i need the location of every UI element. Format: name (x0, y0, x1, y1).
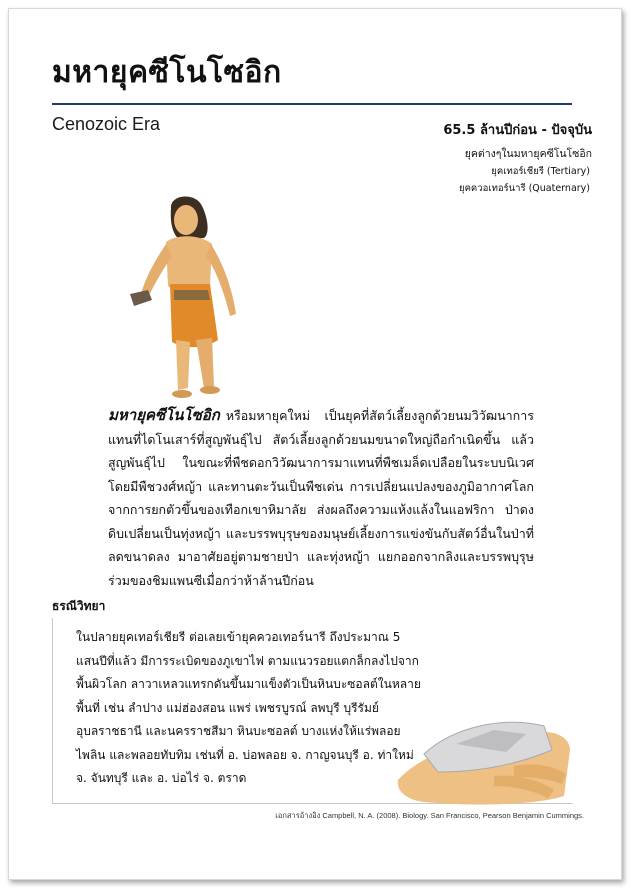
early-human-illustration (118, 190, 253, 405)
intro-paragraph (108, 404, 534, 592)
subdivision-list (459, 146, 592, 197)
hand-holding-stone-tool-illustration (394, 710, 576, 810)
page-title: มหายุคซีโนโซอิก (52, 55, 282, 90)
intro-body: หรือมหายุคใหม่ เป็นยุคที่สัตว์เลี้ยงลูกด้วยนมวิวัฒนาการแทนที่ไดโนเสาร์ที่สูญพันธุ์ไป สัตว์เลี้ยงลูกด้วยนมขนาดใหญ่ถือกำเนิดขึ้น แล้วสูญพันธุ์ไป ในขณะที่พืชดอกวิวัฒนาการมาแทนที่พืชเมล็ดเปลือยในระบบนิเวศ โดยมีพืชวงศ์หญ้า และทานตะวันเป็นพืชเด่น การเปลี่ยนแปลงของภูมิอากาศโลก จากการยกตัวขึ้นของเทือกเขาหิมาลัย ส่งผลถึงความแห้งแล้งในแอฟริกา ป่าดงดิบเปลี่ยนเป็นทุ่งหญ้า และบรรพบุรุษของมนุษย์เลี้ยงการแข่งขันกับสัตว์อื่นในป่าที่ลดขนาดลง มาอาศัยอยู่ตามชายป่า และทุ่งหญ้า แยกออกจากลิงและบรรพบุรุษร่วมของชิมแพนซีเมื่อกว่าห้าล้านปีก่อน (108, 408, 534, 588)
subdivision-heading: ยุคต่างๆในมหายุคซีโนโซอิก (464, 148, 592, 160)
title-rule (52, 103, 572, 105)
geology-heading: ธรณีวิทยา (52, 599, 106, 613)
time-span: 65.5 ล้านปีก่อน - ปัจจุบัน (443, 123, 592, 138)
page-subtitle: Cenozoic Era (52, 114, 161, 134)
subdivision-item-quaternary: ยุคควอเทอร์นารี (Quaternary) (459, 183, 590, 194)
subdivision-item-tertiary: ยุคเทอร์เชียรี (Tertiary) (491, 166, 590, 177)
intro-lead: มหายุคซีโนโซอิก (108, 406, 220, 424)
geology-paragraph: ในปลายยุคเทอร์เชียรี ต่อเลยเข้ายุคควอเทอร์นารี ถึงประมาณ 5 แสนปีที่แล้ว มีการระเบิดของภูเขาไฟ ตามแนวรอยแตกล็กลงไปจากพื้นผิวโลก ลาวาเหลวแทรกดันขึ้นมาแข็งตัวเป็นหินบะซอลต์ในหลายพื้นที่ เช่น ลำปาง แม่ฮ่องสอน แพร่ เพชรบูรณ์ ลพบุรี บุรีรัมย์ อุบลราชธานี และนครราชสีมา หินบะซอลต์ บางแห่งให้แร่พลอยไพลิน และพลอยทับทิม เช่นที่ อ. บ่อพลอย จ. กาญจนบุรี อ. ท่าใหม่ จ. จันทบุรี และ อ. บ่อไร่ จ. ตราด (76, 630, 421, 785)
reference-citation: เอกสารอ้างอิง Campbell, N. A. (2008). Biology. San Francisco, Pearson Benjamin Cummings. (275, 811, 584, 820)
